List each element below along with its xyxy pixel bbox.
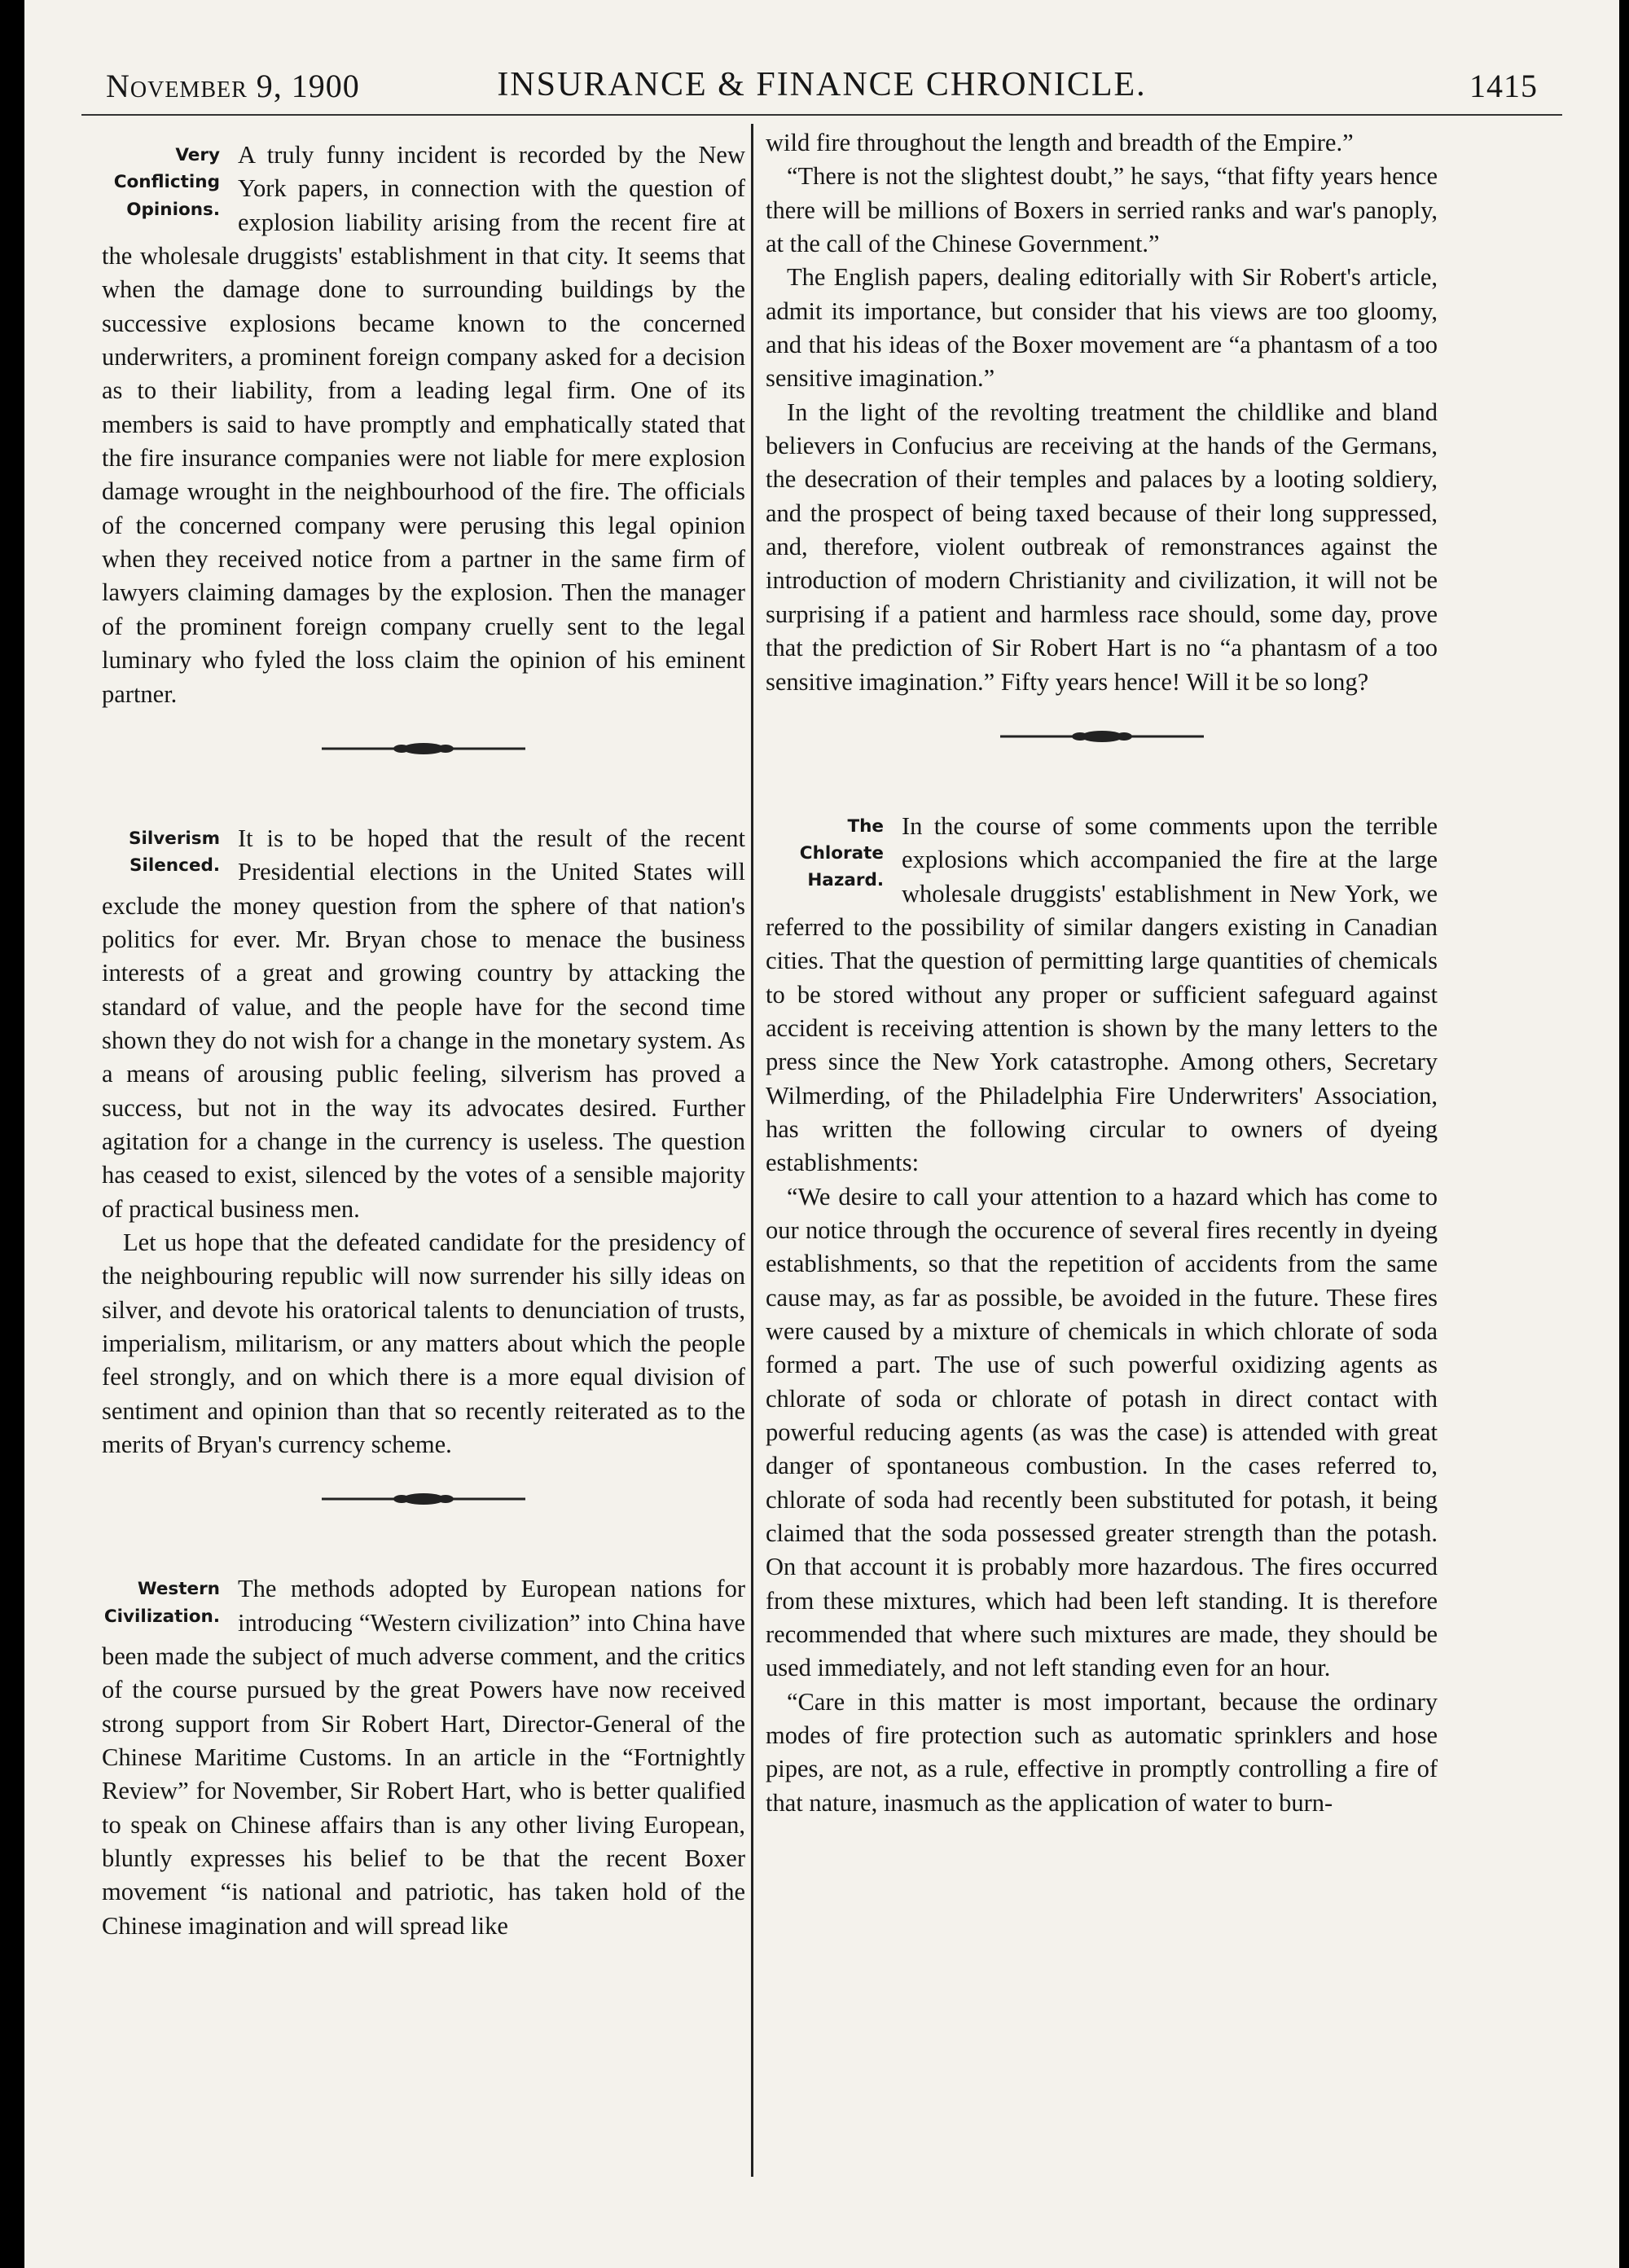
- section-ornament: [322, 1483, 525, 1515]
- article-paragraph: A truly funny incident is recorded by the New York papers, in connection with the question of explosion liability arising from the recent fire at the wholesale druggists' establishment in that city. It seems that when the damage done to surrounding buildings by the successive explosions became known to the concerned underwriters, a prominent foreign company asked for a decision as to their liability, from a leading legal firm. One of its members is said to have promptly and emphatically stated that the fire insurance companies were not liable for mere explosion damage wrought in the neighbourhood of the fire. The officials of the concerned company were perusing this legal opinion when they received notice from a partner in the same firm of lawyers claiming damages by the explosion. Then the manager of the prominent foreign company cruelly sent to the legal luminary who fyled the loss claim the opinion of his eminent partner.: [102, 141, 745, 708]
- publication-title: INSURANCE & FINANCE CHRONICLE.: [497, 66, 1147, 103]
- issue-date: November 9, 1900: [106, 68, 360, 104]
- article-paragraph: The methods adopted by European nations for introducing “Western civilization” into China have been made the subject of much adverse comment, and the critics of the course pursued by the great Powers have now received strong support from Sir Robert Hart, Director-General of the Chinese Maritime Customs. In an article in the “Fortnightly Review” for November, Sir Robert Hart, who is better qualified to speak on Chinese affairs than is any other living European, bluntly expresses his belief to be that the recent Boxer movement “is national and patriotic, has taken hold of the Chinese imagination and will spread like: [102, 1575, 745, 1940]
- article-western-civilization: [102, 1572, 745, 1943]
- column-divider: [751, 124, 753, 2177]
- header-rule: [81, 114, 1562, 116]
- left-column: [102, 138, 745, 1964]
- article-very-conflicting-opinions: [102, 138, 745, 711]
- article-paragraph: It is to be hoped that the result of the recent Presidential elections in the United States will exclude the money question from the sphere of that nation's politics for ever. Mr. Bryan chose to menace the business interests of a great and growing country by attacking the standard of value, and the people have for the second time shown they do not wish for a change in the monetary system. As a means of arousing public feeling, silverism has proved a success, but not in the way its advocates desired. Further agitation for a change in the currency is useless. The question has ceased to exist, silenced by the votes of a sensible majority of practical business men.: [102, 824, 745, 1223]
- section-ornament: [322, 732, 525, 765]
- running-header: [73, 59, 1570, 108]
- article-paragraph: “There is not the slightest doubt,” he says, “that fifty years hence there will be millions of Boxers in serried ranks and war's panoply, at the call of the Chinese Government.”: [766, 162, 1438, 258]
- section-ornament: [1000, 720, 1204, 753]
- article-continuation: [766, 126, 1438, 699]
- article-paragraph: In the course of some comments upon the terrible explosions which accompanied the fire at the large wholesale druggists' establishment in New York, we referred to the possibility of similar dangers existing in Canadian cities. That the question of permitting large quantities of chemicals to be stored without any proper or sufficient safeguard against accident is receiving attention is shown by the many letters to the press since the New York catastrophe. Among others, Secretary Wilmerding, of the Philadelphia Fire Underwriters' Association, has written the following circular to owners of dyeing establishments:: [766, 811, 1438, 1177]
- page-number: 1415: [1469, 68, 1538, 104]
- article-sidehead: Western Civilization.: [103, 1579, 220, 1627]
- article-paragraph: “We desire to call your attention to a hazard which has come to our notice through the occurence of several fires recently in dyeing establishments, so that the repetition of accidents from the same cause may, as far as possible, be avoided in the future. These fires were caused by a mixture of chemicals in which chlorate of soda formed a part. The use of such powerful oxidizing agents as chlorate of soda or chlorate of potash in direct contact with powerful reducing agents (as was the case) is attended with great danger of spontaneous combustion. In the cases referred to, chlorate of soda had recently been substituted for potash, it being claimed that the soda possessed greater strength than the potash. On that account it is probably more hazardous. The fires occurred from these mixtures, which had been left standing. It is therefore recommended that where such mixtures are made, they should be used immediately, and not left standing even for an hour.: [766, 1182, 1438, 1682]
- newspaper-page: [24, 0, 1619, 2268]
- article-paragraph: Let us hope that the defeated candidate for the presidency of the neighbouring republic will now surrender his silly ideas on silver, and devote his oratorical talents to denunciation of trusts, imperialism, militarism, or any matters about which the people feel strongly, and on which there is a more equal division of sentiment and opinion than that so recently reiterated as to the merits of Bryan's currency scheme.: [102, 1228, 745, 1459]
- article-chlorate-hazard: [766, 810, 1438, 1820]
- article-paragraph: In the light of the revolting treatment the childlike and bland believers in Confucius are receiving at the hands of the Germans, the desecration of their temples and palaces by a looting soldiery, and the prospect of being taxed because of their long suppressed, and, therefore, violent outbreak of remonstrances against the introduction of modern Christianity and civilization, it will not be surprising if a patient and harmless race should, some day, prove that the prediction of Sir Robert Hart is no “a phantasm of a too sensitive imagination.” Fifty years hence! Will it be so long?: [766, 398, 1438, 696]
- article-silverism-silenced: [102, 822, 745, 1462]
- article-paragraph: wild fire throughout the length and breadth of the Empire.”: [766, 129, 1354, 156]
- article-sidehead: Very Conflicting Opinions.: [113, 145, 220, 220]
- article-sidehead: The Chlorate Hazard.: [799, 815, 884, 891]
- article-paragraph: “Care in this matter is most important, because the ordinary modes of fire protection such as automatic sprinklers and hose pipes, are not, as a rule, effective in promptly controlling a fire of that nature, inasmuch as the application of water to burn-: [766, 1687, 1438, 1817]
- article-sidehead: Silverism Silenced.: [129, 828, 220, 877]
- article-paragraph: The English papers, dealing editorially with Sir Robert's article, admit its importance, but consider that his views are too gloomy, and that his ideas of the Boxer movement are “a phantasm of a too sensitive imagination.”: [766, 263, 1438, 393]
- right-column: [766, 126, 1438, 1841]
